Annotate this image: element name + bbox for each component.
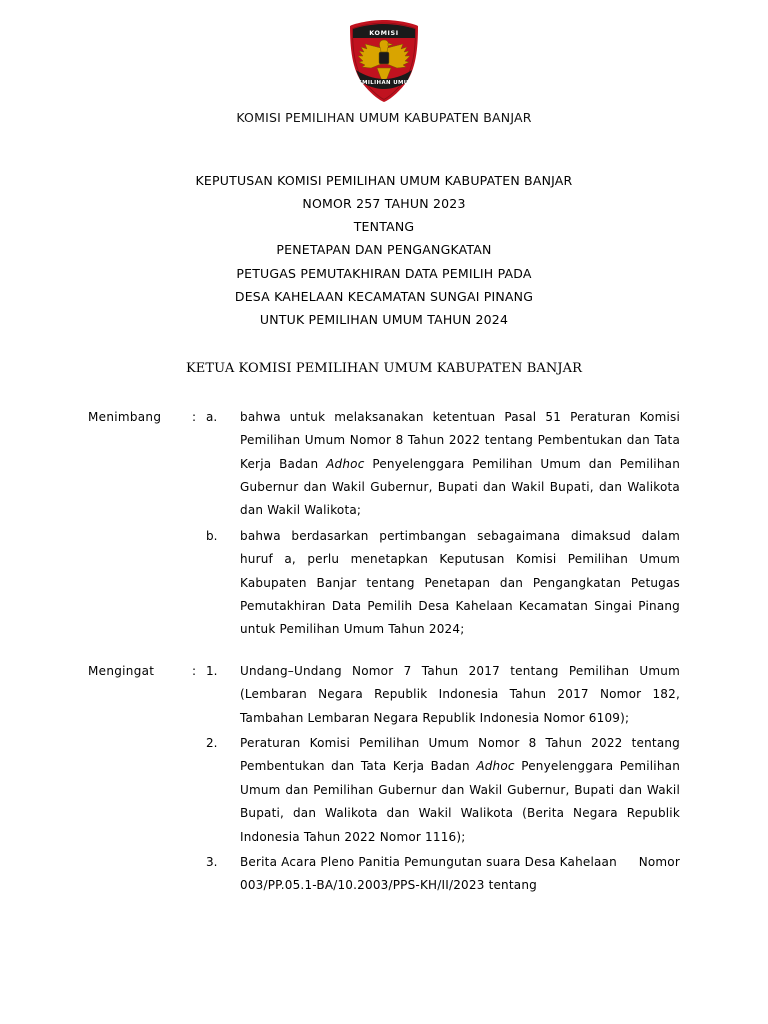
clause-marker: a. [206,409,218,424]
clause-group-mengingat [88,660,680,898]
clause-text-before: bahwa berdasarkan pertimbangan sebagaimana dimaksud dalam huruf a, perlu menetapkan Keputusan Komisi Pemilihan Umum Kabupaten Banjar tentang Penetapan dan Pengangkatan Petugas Pemutakhiran Data Pemilih Desa Kahelaan Kecamatan Singai Pinang untuk Pemilihan Umum Tahun 2024; [240,528,680,637]
clause-marker: b. [206,528,218,543]
clause-colon: : [192,409,197,424]
clause-text-italic: Adhoc [326,456,365,471]
clause-text [240,732,680,849]
clause-text [240,851,680,898]
clause-text-before: bahwa untuk melaksanakan ketentuan Pasal 51 Peraturan Komisi Pemilihan Umum Nomor 8 Tahun 2022 tentang Pembentukan dan Tata Kerja Badan [240,409,680,471]
title-line-3: TENTANG [353,219,415,235]
title-line-6: DESA KAHELAAN KECAMATAN SUNGAI PINANG [234,288,534,304]
svg-text:PEMILIHAN UMUM: PEMILIHAN UMUM [353,80,415,86]
clause-label: Menimbang [88,409,162,424]
clause-item [88,732,680,849]
clause-text-before: Undang–Undang Nomor 7 Tahun 2017 tentang Pemilihan Umum (Lembaran Negara Republik Indonesia Tahun 2017 Nomor 182, Tambahan Lembaran Negara Republik Indonesia Nomor 6109); [240,663,680,725]
title-line-4: PENETAPAN DAN PENGANGKATAN [276,242,492,258]
clause-colon: : [192,663,197,678]
title-line-5: PETUGAS PEMUTAKHIRAN DATA PEMILIH PADA [236,265,532,281]
clause-text [240,525,680,642]
clause-item [88,660,680,730]
clause-marker: 2. [206,735,218,750]
clause-text [240,660,680,730]
clause-text-after: Penyelenggara Pemilihan Umum dan Pemilihan Gubernur dan Wakil Gubernur, Bupati dan Wakil Bupati, dan Walikota dan Wakil Walikota; [240,456,681,518]
clause-section [88,406,680,898]
clause-marker: 1. [206,663,218,678]
clause-text-italic: Adhoc [476,759,515,774]
clause-item [88,525,680,642]
document-title-block [88,169,680,331]
clause-label: Mengingat [88,663,155,678]
clause-item [88,851,680,898]
svg-text:KOMISI: KOMISI [369,29,399,37]
clause-text [240,406,680,523]
clause-marker: 3. [206,854,218,869]
title-line-1: KEPUTUSAN KOMISI PEMILIHAN UMUM KABUPATEN BANJAR [195,173,573,188]
clause-group-menimbang [88,406,680,642]
signatory-heading: KETUA KOMISI PEMILIHAN UMUM KABUPATEN BANJAR [185,360,583,376]
clause-text-before: Peraturan Komisi Pemilihan Umum Nomor 8 Tahun 2022 tentang Pembentukan dan Tata Kerja Badan [240,735,680,774]
kpu-garuda-logo [341,18,427,104]
clause-item [88,406,680,523]
letterhead [88,18,680,125]
title-line-7: UNTUK PEMILIHAN UMUM TAHUN 2024 [259,311,509,327]
title-line-2: NOMOR 257 TAHUN 2023 [302,196,466,212]
clause-text-after: Penyelenggara Pemilihan Umum dan Pemilihan Gubernur dan Wakil Gubernur, Bupati dan Wakil Bupati, dan Walikota dan Wakil Walikota (Berita Negara Republik Indonesia Tahun 2022 Nomor 1116); [240,759,681,844]
clause-text-right-word: Nomor [638,854,680,869]
clause-text-before: Berita Acara Pleno Panitia Pemungutan suara Desa Kahelaan [240,854,617,869]
institution-name: KOMISI PEMILIHAN UMUM KABUPATEN BANJAR [236,110,532,125]
clause-number-line: 003/PP.05.1-BA/10.2003/PPS-KH/II/2023 tentang [240,878,537,893]
